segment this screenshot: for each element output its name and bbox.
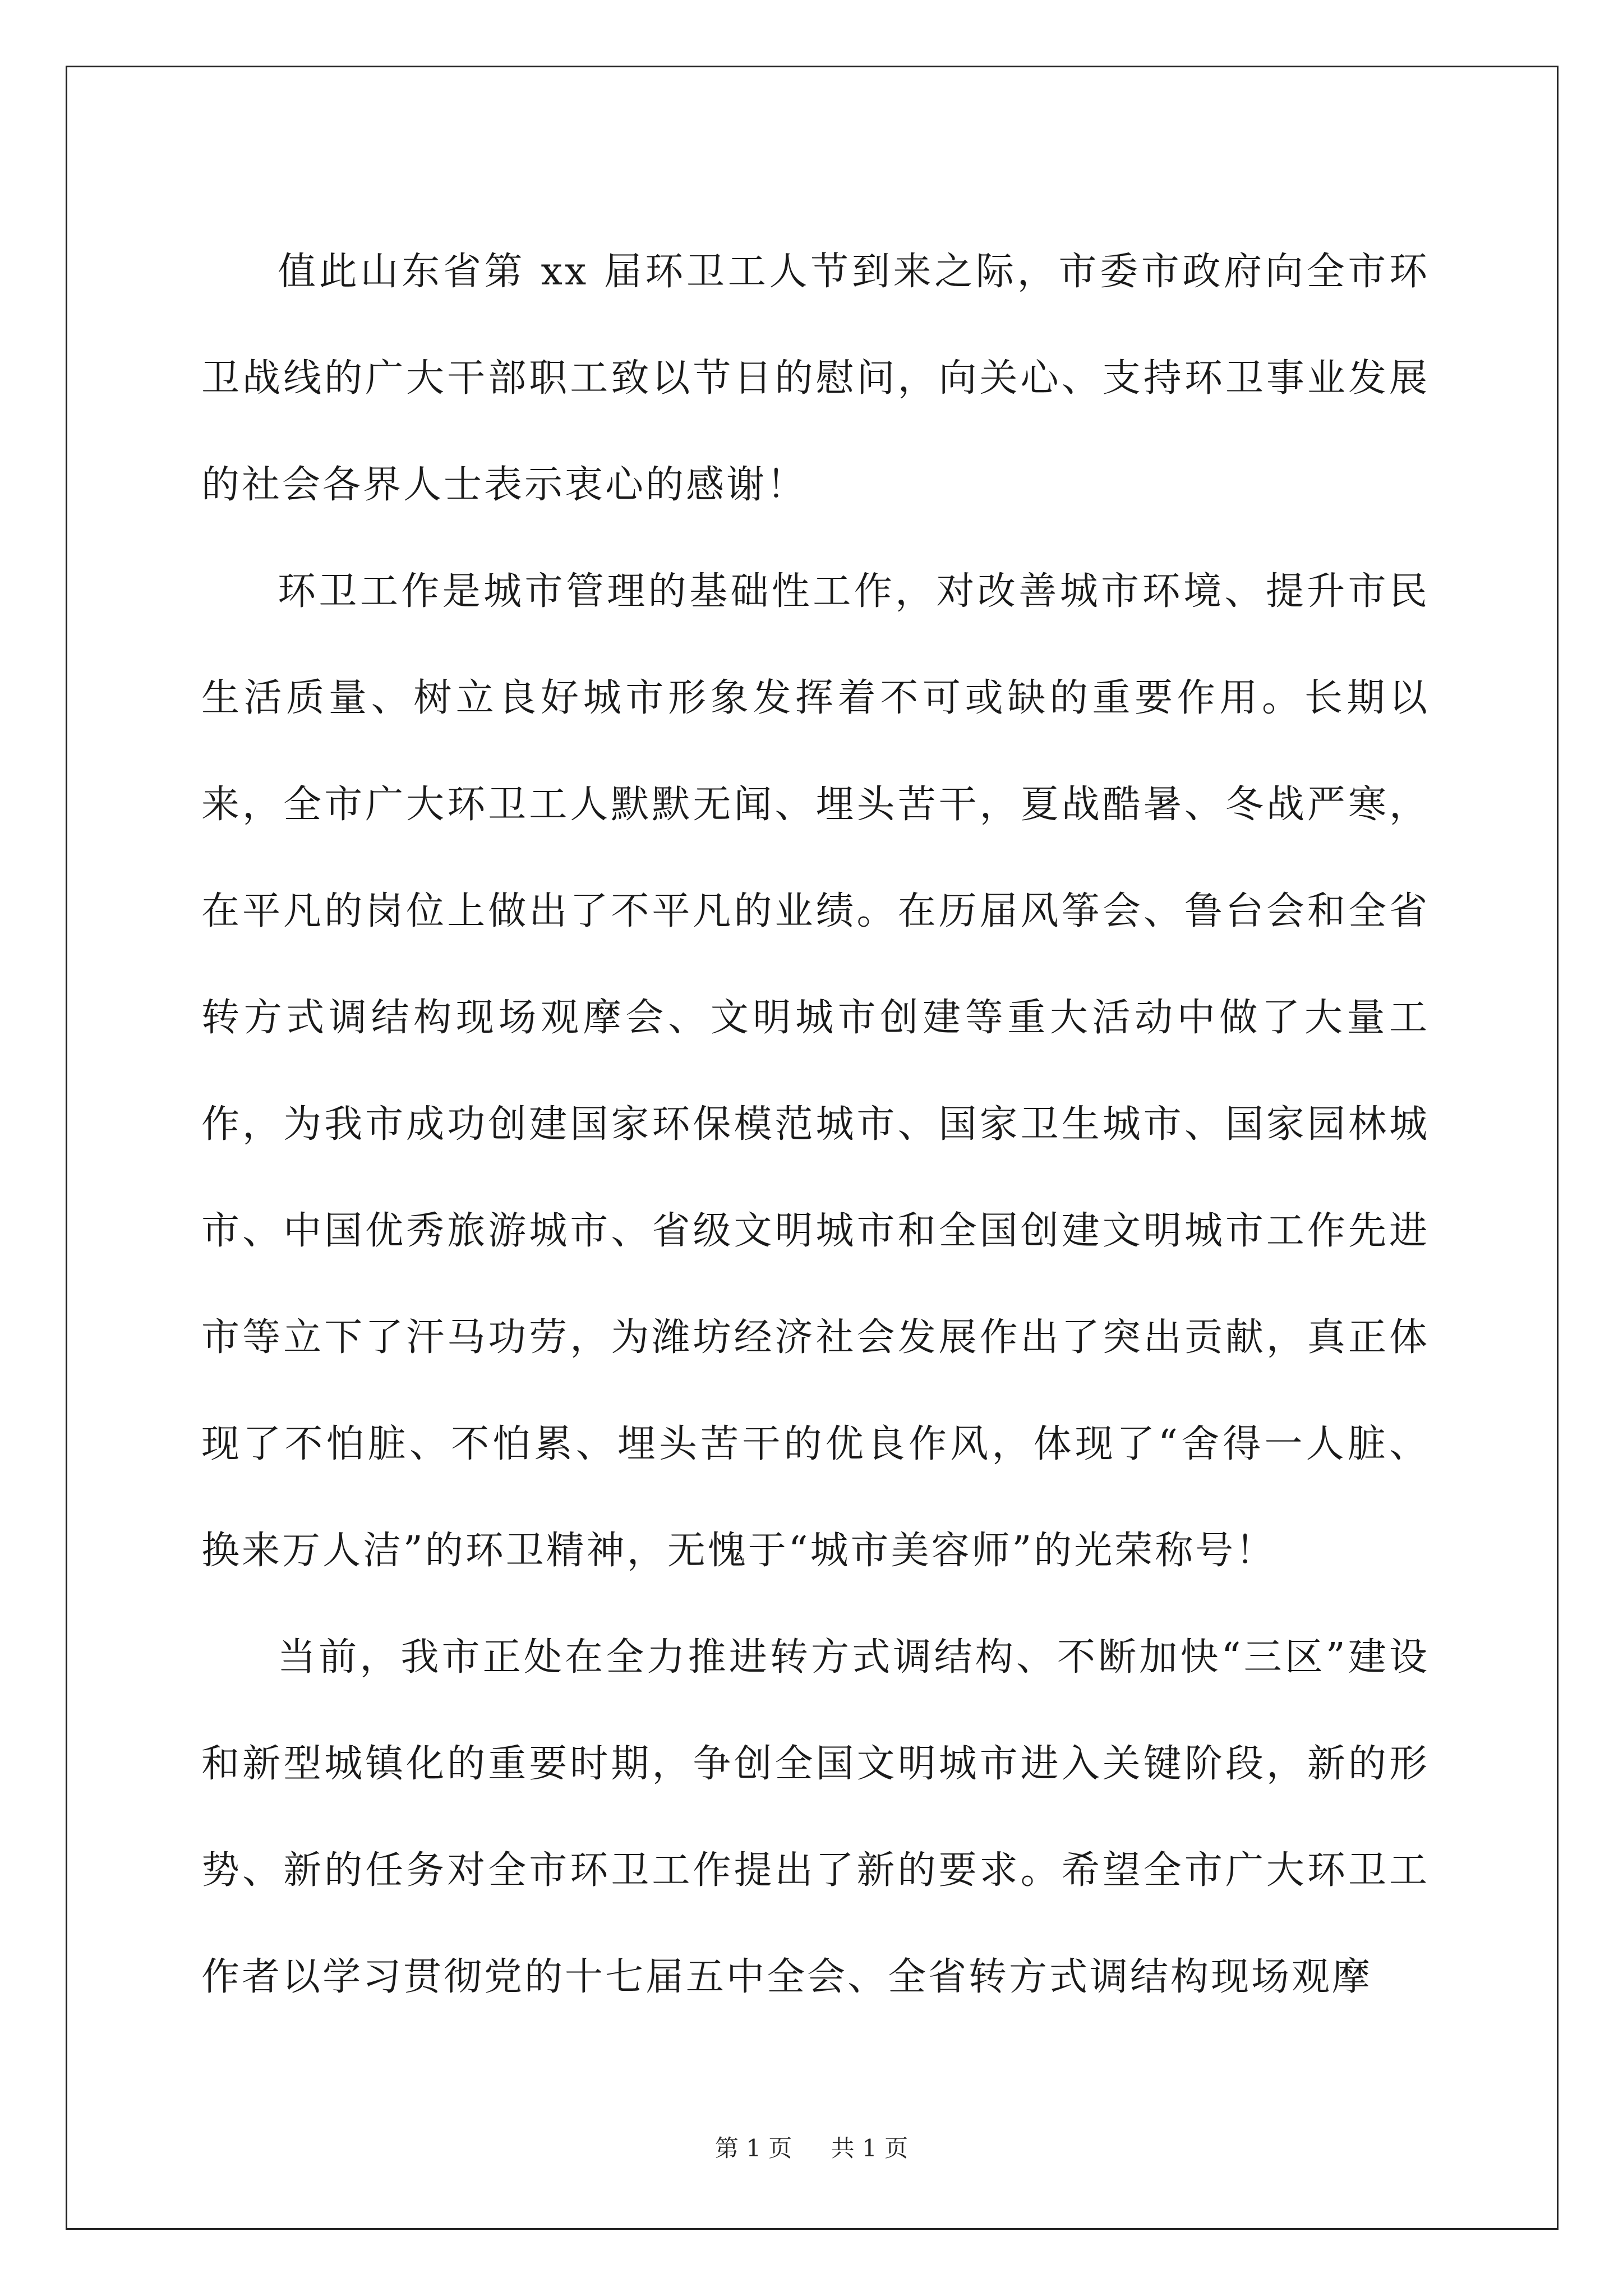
paragraph-1: 值此山东省第 xx 届环卫工人节到来之际，市委市政府向全市环卫战线的广大干部职工致以节日的慰问，向关心、支持环卫事业发展的社会各界人士表示衷心的感谢！ <box>201 250 1430 507</box>
page-total: 共 1 页 <box>831 2134 909 2162</box>
paragraph-3: 当前，我市正处在全力推进转方式调结构、不断加快“三区”建设和新型城镇化的重要时期，争创全国文明城市进入关键阶段，新的形势、新的任务对全市环卫工作提出了新的要求。希望全市广大环卫工作者以学习贯彻党的十七届五中全会、全省转方式调结构现场观摩 <box>201 1635 1430 1999</box>
paragraph-2: 环卫工作是城市管理的基础性工作，对改善城市环境、提升市民生活质量、树立良好城市形象发挥着不可或缺的重要作用。长期以来，全市广大环卫工人默默无闻、埋头苦干，夏战酷暑、冬战严寒，在平凡的岗位上做出了不平凡的业绩。在历届风筝会、鲁台会和全省转方式调结构现场观摩会、文明城市创建等重大活动中做了大量工作，为我市成功创建国家环保模范城市、国家卫生城市、国家园林城市、中国优秀旅游城市、省级文明城市和全国创建文明城市工作先进市等立下了汗马功劳，为潍坊经济社会发展作出了突出贡献，真正体现了不怕脏、不怕累、埋头苦干的优良作风，体现了“舍得一人脏、换来万人洁”的环卫精神，无愧于“城市美容师”的光荣称号！ <box>201 569 1430 1573</box>
page-footer <box>0 2132 1623 2165</box>
page-number: 第 1 页 <box>714 2134 792 2162</box>
document-body <box>201 219 1430 2031</box>
